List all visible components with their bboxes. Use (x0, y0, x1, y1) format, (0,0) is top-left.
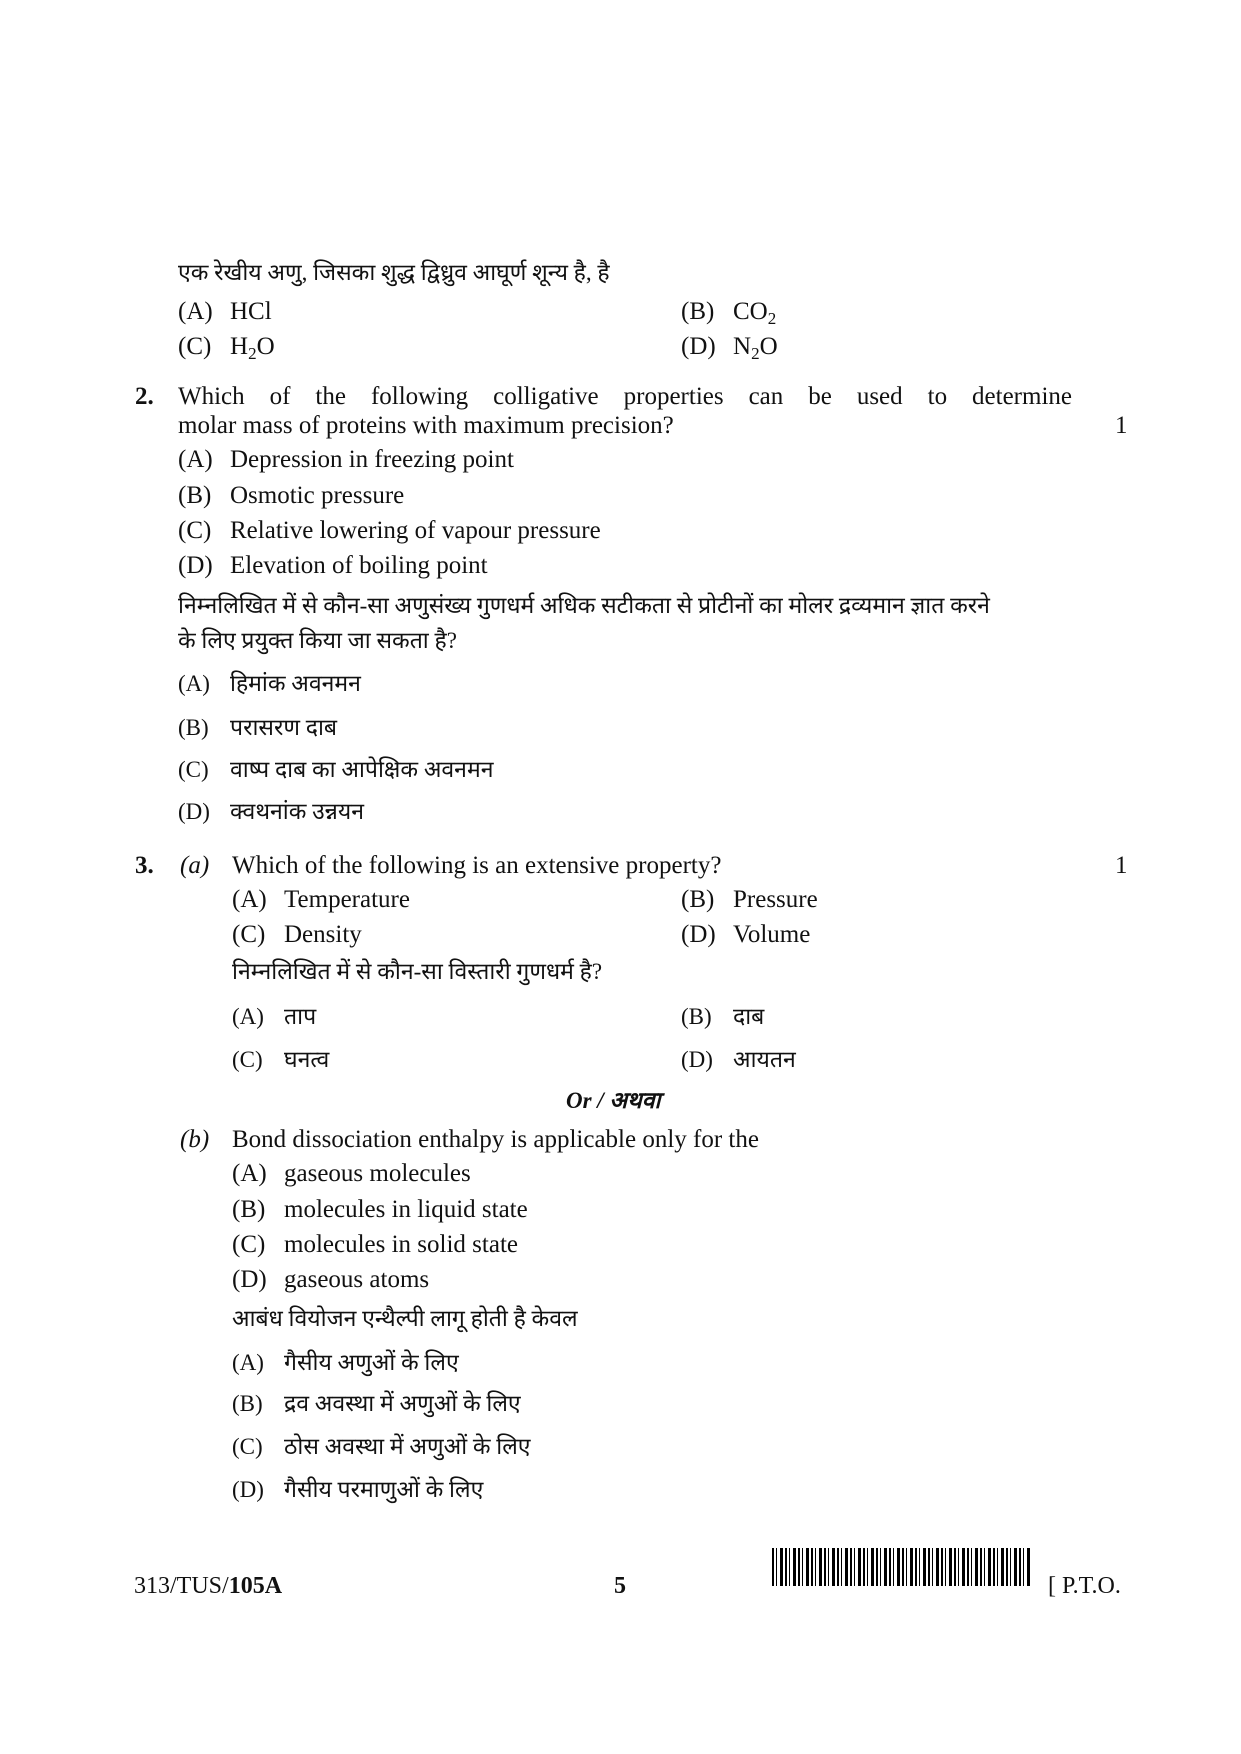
q2-number: 2. (135, 383, 154, 410)
q3b-option-c (232, 1230, 518, 1260)
q1-option-a (178, 297, 272, 327)
paper-code-prefix: 313/TUS/ (134, 1573, 229, 1599)
option-text: गैसीय परमाणुओं के लिए (284, 1477, 484, 1502)
q3a-hindi-option-a (232, 1002, 316, 1032)
option-text: घनत्व (284, 1047, 330, 1072)
option-label: (C) (178, 517, 212, 544)
q2-hindi-option-d (178, 797, 364, 827)
q3a-hindi-option-b (681, 1002, 764, 1032)
option-label: (B) (681, 298, 715, 325)
paper-code (134, 1571, 282, 1601)
option-label: (D) (178, 552, 213, 579)
q3-part-a-label: (a) (180, 852, 210, 879)
q3-marks: 1 (1115, 852, 1128, 879)
subscript: 2 (248, 344, 257, 363)
option-label: (B) (178, 482, 212, 509)
option-label: (C) (178, 757, 209, 782)
option-text: आयतन (733, 1047, 796, 1072)
option-label: (A) (232, 886, 267, 913)
option-label: (C) (232, 1047, 263, 1072)
q1-option-c (178, 332, 275, 362)
q2-option-d (178, 551, 488, 581)
option-label: (B) (681, 1004, 712, 1029)
option-label: (D) (681, 921, 716, 948)
q2-marks: 1 (1115, 412, 1128, 439)
q2-option-b (178, 481, 404, 511)
option-text: परासरण दाब (230, 715, 338, 740)
q1-hindi-question: एक रेखीय अणु, जिसका शुद्ध द्विध्रुव आघूर्ण शून्य है, है (178, 260, 610, 285)
option-label: (B) (232, 1196, 266, 1223)
option-text: Pressure (733, 886, 818, 913)
pto-label: [ P.T.O. (1048, 1573, 1121, 1599)
option-label: (D) (681, 1047, 713, 1072)
q2-option-a (178, 445, 514, 475)
option-label: (C) (232, 1231, 266, 1258)
option-text: Elevation of boiling point (230, 552, 488, 579)
option-text: gaseous atoms (284, 1266, 430, 1293)
q3b-option-a (232, 1159, 471, 1189)
q1-option-b (681, 297, 776, 327)
option-label: (A) (232, 1004, 264, 1029)
option-text: Temperature (284, 886, 410, 913)
q3-number: 3. (135, 852, 154, 879)
paper-code-set: 105A (228, 1573, 283, 1599)
page-number: 5 (614, 1573, 626, 1599)
option-text: CO (733, 298, 768, 325)
q2-question-line2: molar mass of proteins with maximum precision? (178, 412, 674, 439)
option-label: (A) (178, 671, 210, 696)
subscript: 2 (751, 344, 760, 363)
q1-option-d (681, 332, 778, 362)
option-text: Density (284, 921, 362, 948)
q3a-question: Which of the following is an extensive property? (232, 852, 722, 879)
option-label: (A) (232, 1160, 267, 1187)
q3b-hindi-question: आबंध वियोजन एन्थैल्पी लागू होती है केवल (232, 1306, 578, 1331)
option-label: (B) (232, 1391, 263, 1416)
q2-hindi-option-c (178, 755, 493, 785)
option-text: O (256, 333, 275, 360)
q3a-option-b (681, 885, 818, 915)
q2-hindi-option-a (178, 669, 361, 699)
barcode-icon (772, 1548, 1032, 1586)
option-text: O (759, 333, 778, 360)
option-text: H (230, 333, 249, 360)
option-text: हिमांक अवनमन (230, 671, 361, 696)
q2-hindi-line2: के लिए प्रयुक्त किया जा सकता है? (178, 628, 457, 653)
option-text: Volume (733, 921, 811, 948)
option-text: molecules in solid state (284, 1231, 518, 1258)
q3a-hindi-question: निम्नलिखित में से कौन-सा विस्तारी गुणधर्म है? (232, 959, 603, 984)
option-text: ठोस अवस्था में अणुओं के लिए (284, 1434, 531, 1459)
option-text: molecules in liquid state (284, 1196, 528, 1223)
q3b-question: Bond dissociation enthalpy is applicable only for the (232, 1126, 759, 1153)
q2-question-line1: Which of the following colligative properties can be used to determine (178, 383, 1072, 410)
q3-part-b-label: (b) (180, 1126, 210, 1153)
option-label: (C) (232, 1434, 263, 1459)
option-text: वाष्प दाब का आपेक्षिक अवनमन (230, 757, 494, 782)
q2-option-c (178, 516, 601, 546)
option-text: Osmotic pressure (230, 482, 405, 509)
q3a-hindi-option-d (681, 1045, 796, 1075)
option-text: गैसीय अणुओं के लिए (284, 1350, 459, 1375)
option-text: Relative lowering of vapour pressure (230, 517, 601, 544)
q3b-hindi-option-b (232, 1389, 521, 1419)
option-text: द्रव अवस्था में अणुओं के लिए (284, 1391, 521, 1416)
q3a-hindi-option-c (232, 1045, 329, 1075)
option-text: HCl (230, 298, 272, 325)
option-label: (D) (232, 1477, 264, 1502)
option-label: (A) (178, 446, 213, 473)
option-label: (A) (232, 1350, 264, 1375)
q3a-option-c (232, 920, 362, 950)
or-separator: Or / अथवा (566, 1088, 661, 1113)
option-label: (A) (178, 298, 213, 325)
q3a-option-d (681, 920, 810, 950)
subscript: 2 (767, 309, 777, 328)
q3b-hindi-option-d (232, 1475, 483, 1505)
option-text: क्वथनांक उन्नयन (230, 799, 364, 824)
q3b-hindi-option-a (232, 1348, 459, 1378)
q2-hindi-option-b (178, 713, 337, 743)
option-label: (D) (232, 1266, 267, 1293)
q2-hindi-line1: निम्नलिखित में से कौन-सा अणुसंख्य गुणधर्म अधिक सटीकता से प्रोटीनों का मोलर द्रव्यमान ज्ञात करने (178, 593, 990, 618)
option-text: gaseous molecules (284, 1160, 471, 1187)
option-label: (C) (232, 921, 266, 948)
option-label: (B) (178, 715, 209, 740)
option-label: (B) (681, 886, 715, 913)
option-label: (D) (681, 333, 716, 360)
option-text: ताप (284, 1004, 317, 1029)
q3b-option-b (232, 1195, 528, 1225)
option-text: दाब (733, 1004, 765, 1029)
option-text: N (733, 333, 752, 360)
option-text: Depression in freezing point (230, 446, 514, 473)
q3a-option-a (232, 885, 410, 915)
option-label: (D) (178, 799, 210, 824)
q3b-hindi-option-c (232, 1432, 531, 1462)
option-label: (C) (178, 333, 212, 360)
q3b-option-d (232, 1265, 429, 1295)
